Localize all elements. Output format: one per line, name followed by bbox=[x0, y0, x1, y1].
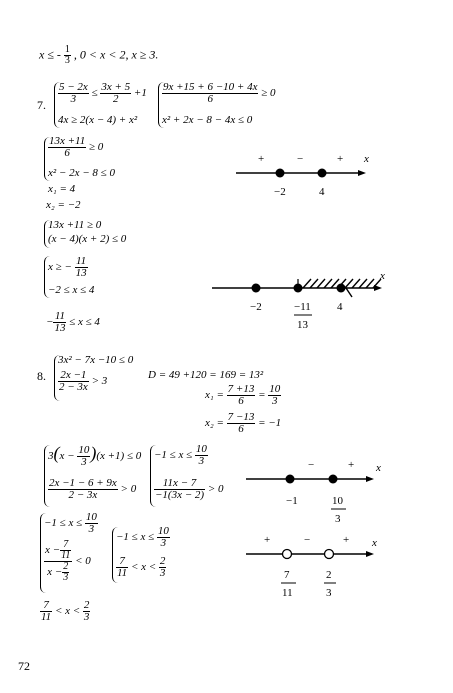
tick-label: −1 bbox=[286, 495, 298, 507]
closed-point bbox=[337, 284, 346, 293]
p7-answer: − $\frac{11}{13}$ ≤ x ≤ 4 bbox=[46, 310, 100, 334]
tick-label: 3 bbox=[335, 513, 341, 525]
p7-sys2-top: $\frac{9x +15 + 6 -10 + 4x}{6}$ ≥ 0 bbox=[163, 81, 276, 105]
sign-label: + bbox=[258, 153, 265, 165]
p8-sys2-bottom: $\frac{2x -1 - 6 + 9x}{2 - 3x}$ > 0 bbox=[49, 477, 137, 501]
sign-label: + bbox=[337, 153, 344, 165]
p8-sys4-bottom: x − $\frac{7}{11}$ x − $\frac{2}{3}$ < 0 bbox=[45, 539, 91, 583]
p7-sys2-bottom: x² + 2x − 8 − 4x ≤ 0 bbox=[162, 114, 253, 126]
tick-label: 10 bbox=[332, 495, 343, 507]
problem-7-number: 7. bbox=[37, 98, 46, 112]
closed-point bbox=[286, 475, 295, 484]
axis-variable: x bbox=[372, 537, 377, 549]
tick-label: 3 bbox=[326, 587, 332, 599]
sign-label: − bbox=[297, 153, 304, 165]
closed-point bbox=[276, 169, 285, 178]
sign-label: + bbox=[264, 534, 271, 546]
sign-label: − bbox=[308, 459, 315, 471]
axis-arrow bbox=[374, 285, 382, 291]
axis-arrow bbox=[358, 170, 366, 176]
p8-sys3-top: −1 ≤ x ≤ $\frac{10}{3}$ bbox=[154, 443, 207, 467]
p8-discriminant: D = 49 +120 = 169 = 13² bbox=[148, 369, 264, 381]
p7-sys3-top: $\frac{13x +11}{6}$ ≥ 0 bbox=[49, 135, 104, 159]
p7-number-line-1 bbox=[230, 150, 380, 205]
axis-variable: x bbox=[364, 153, 369, 165]
closed-point bbox=[294, 284, 303, 293]
p7-sys3-bottom: x² − 2x − 8 ≤ 0 bbox=[48, 167, 115, 179]
p8-sys2-top: 3(x − $\frac{10}{3}$ )(x +1) ≤ 0 bbox=[48, 443, 142, 468]
tick-label: 4 bbox=[337, 301, 343, 313]
p7-sys1-bottom: 4x ≥ 2(x − 4) + x² bbox=[58, 114, 138, 126]
p7-sys4-top: 13x +11 ≥ 0 bbox=[48, 219, 102, 231]
sign-label: + bbox=[348, 459, 355, 471]
p8-sys5-bottom: $\frac{7}{11}$ < x < $\frac{2}{3}$ bbox=[117, 555, 166, 579]
closed-point bbox=[252, 284, 261, 293]
p8-number-line-3 bbox=[240, 455, 390, 527]
closed-point bbox=[318, 169, 327, 178]
tick-label: 7 bbox=[284, 569, 290, 581]
p8-root-1: x₁ = $\frac{7 +13}{6}$ = $\frac{10}{3}$ bbox=[205, 383, 281, 407]
axis-variable: x bbox=[380, 270, 385, 282]
p7-sys1-top: $\frac{5 - 2x}{3}$ ≤ $\frac{3x + 5}{2}$ +1 bbox=[59, 81, 147, 105]
open-point bbox=[325, 550, 334, 559]
p8-sys1-bottom: $\frac{2x -1}{2 - 3x}$ > 3 bbox=[59, 369, 108, 393]
p8-sys3-bottom: $\frac{11x - 7}{-1(3x - 2)}$ > 0 bbox=[155, 477, 224, 501]
p7-sys5-bottom: −2 ≤ x ≤ 4 bbox=[48, 284, 95, 296]
page-number: 72 bbox=[18, 659, 30, 673]
p7-sys4-bottom: (x − 4)(x + 2) ≤ 0 bbox=[48, 233, 127, 245]
p7-root-1: x₁ = 4 bbox=[48, 183, 76, 195]
tick-label: −2 bbox=[274, 186, 286, 198]
p8-sys1-top: 3x² − 7x −10 ≤ 0 bbox=[58, 354, 134, 366]
p8-sys4-top: −1 ≤ x ≤ $\frac{10}{3}$ bbox=[44, 511, 97, 535]
p8-root-2: x₂ = $\frac{7 -13}{6}$ = −1 bbox=[205, 411, 282, 435]
axis-variable: x bbox=[376, 462, 381, 474]
p8-sys5-top: −1 ≤ x ≤ $\frac{10}{3}$ bbox=[116, 525, 169, 549]
p7-root-2: x₂ = −2 bbox=[46, 199, 81, 211]
closed-point bbox=[329, 475, 338, 484]
p8-answer: $\frac{7}{11}$ < x < $\frac{2}{3}$ bbox=[41, 599, 90, 623]
p8-number-line-4 bbox=[240, 532, 390, 607]
previous-answer: x ≤ - $\frac{1}{3}$ , 0 < x < 2, x ≥ 3. bbox=[39, 44, 159, 66]
tick-label: 13 bbox=[297, 319, 308, 331]
axis-arrow bbox=[366, 476, 374, 482]
axis-arrow bbox=[366, 551, 374, 557]
open-point bbox=[283, 550, 292, 559]
tick-label: 11 bbox=[282, 587, 293, 599]
tick-label: −2 bbox=[250, 301, 262, 313]
sign-label: + bbox=[343, 534, 350, 546]
tick-label: −11 bbox=[294, 301, 311, 313]
p7-number-line-2 bbox=[208, 265, 393, 335]
sign-label: − bbox=[304, 534, 311, 546]
p7-sys5-top: x ≥ − $\frac{11}{13}$ bbox=[48, 255, 87, 279]
tick-label: 2 bbox=[326, 569, 332, 581]
tick-label: 4 bbox=[319, 186, 325, 198]
problem-8-number: 8. bbox=[37, 369, 46, 383]
